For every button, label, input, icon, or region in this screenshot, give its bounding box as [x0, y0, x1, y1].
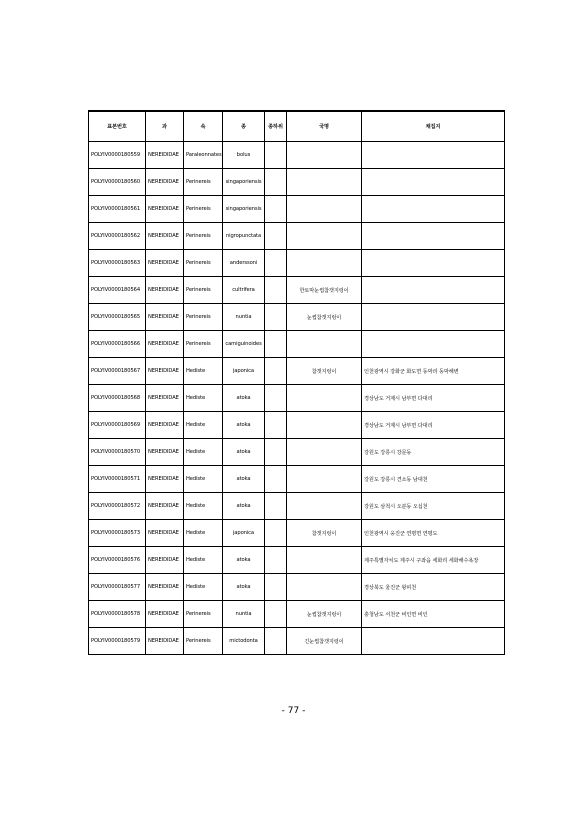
- page-number: - 77 -: [281, 706, 306, 716]
- specimen-number-cell: POLYIV0000180563: [89, 250, 146, 277]
- genus-cell: Perinereis: [184, 331, 223, 358]
- korean-name-cell: 눈썹참갯지렁이: [287, 601, 362, 628]
- table-row: [89, 439, 505, 466]
- subspecies-cell: [265, 385, 287, 412]
- header-specimen-number: 표본번호: [89, 111, 146, 142]
- family-cell: NEREIDIDAE: [146, 628, 184, 655]
- genus-cell: Perinereis: [184, 277, 223, 304]
- korean-name-cell: [287, 547, 362, 574]
- table-row: [89, 520, 505, 547]
- family-cell: NEREIDIDAE: [146, 250, 184, 277]
- species-cell: japonica: [223, 358, 265, 385]
- family-cell: NEREIDIDAE: [146, 169, 184, 196]
- specimen-number-cell: POLYIV0000180566: [89, 331, 146, 358]
- family-cell: NEREIDIDAE: [146, 385, 184, 412]
- collection-site-cell: [362, 331, 505, 358]
- genus-cell: Hediste: [184, 412, 223, 439]
- korean-name-cell: [287, 493, 362, 520]
- specimen-number-cell: POLYIV0000180579: [89, 628, 146, 655]
- header-subspecies: 종하위: [265, 111, 287, 142]
- korean-name-cell: [287, 574, 362, 601]
- genus-cell: Perinereis: [184, 223, 223, 250]
- collection-site-cell: [362, 169, 505, 196]
- subspecies-cell: [265, 493, 287, 520]
- subspecies-cell: [265, 466, 287, 493]
- table-row: [89, 601, 505, 628]
- header-genus: 속: [184, 111, 223, 142]
- collection-site-cell: 경상남도 거제시 남부면 다대리: [362, 412, 505, 439]
- family-cell: NEREIDIDAE: [146, 574, 184, 601]
- table-row: [89, 223, 505, 250]
- family-cell: NEREIDIDAE: [146, 466, 184, 493]
- subspecies-cell: [265, 196, 287, 223]
- subspecies-cell: [265, 304, 287, 331]
- genus-cell: Hediste: [184, 547, 223, 574]
- specimen-number-cell: POLYIV0000180562: [89, 223, 146, 250]
- genus-cell: Perinereis: [184, 628, 223, 655]
- species-cell: atoka: [223, 385, 265, 412]
- table-row: [89, 277, 505, 304]
- collection-site-cell: 충청남도 서천군 비인면 비인: [362, 601, 505, 628]
- species-cell: bolus: [223, 142, 265, 169]
- collection-site-cell: 경상북도 울진군 왕피천: [362, 574, 505, 601]
- table-row: [89, 466, 505, 493]
- species-cell: atoka: [223, 412, 265, 439]
- family-cell: NEREIDIDAE: [146, 331, 184, 358]
- header-collection-site: 채집지: [362, 111, 505, 142]
- genus-cell: Hediste: [184, 385, 223, 412]
- family-cell: NEREIDIDAE: [146, 304, 184, 331]
- table-row: [89, 331, 505, 358]
- specimen-number-cell: POLYIV0000180565: [89, 304, 146, 331]
- korean-name-cell: [287, 385, 362, 412]
- subspecies-cell: [265, 520, 287, 547]
- family-cell: NEREIDIDAE: [146, 520, 184, 547]
- header-species: 종: [223, 111, 265, 142]
- specimen-number-cell: POLYIV0000180559: [89, 142, 146, 169]
- header-family: 과: [146, 111, 184, 142]
- specimen-number-cell: POLYIV0000180573: [89, 520, 146, 547]
- subspecies-cell: [265, 250, 287, 277]
- family-cell: NEREIDIDAE: [146, 412, 184, 439]
- korean-name-cell: [287, 412, 362, 439]
- species-cell: camiguinoides: [223, 331, 265, 358]
- species-cell: nigropunctata: [223, 223, 265, 250]
- korean-name-cell: [287, 250, 362, 277]
- table-header-row: [89, 111, 505, 142]
- species-cell: atoka: [223, 547, 265, 574]
- subspecies-cell: [265, 223, 287, 250]
- korean-name-cell: [287, 439, 362, 466]
- genus-cell: Hediste: [184, 493, 223, 520]
- subspecies-cell: [265, 601, 287, 628]
- specimen-number-cell: POLYIV0000180568: [89, 385, 146, 412]
- specimen-number-cell: POLYIV0000180564: [89, 277, 146, 304]
- collection-site-cell: 강원도 강릉시 견소동 남대천: [362, 466, 505, 493]
- collection-site-cell: [362, 250, 505, 277]
- family-cell: NEREIDIDAE: [146, 439, 184, 466]
- species-cell: atoka: [223, 439, 265, 466]
- table-row: [89, 358, 505, 385]
- collection-site-cell: 인천광역시 옹진군 연평면 연평도: [362, 520, 505, 547]
- species-cell: atoka: [223, 493, 265, 520]
- specimen-number-cell: POLYIV0000180578: [89, 601, 146, 628]
- genus-cell: Perinereis: [184, 601, 223, 628]
- specimen-number-cell: POLYIV0000180571: [89, 466, 146, 493]
- korean-name-cell: [287, 196, 362, 223]
- genus-cell: Perinereis: [184, 196, 223, 223]
- subspecies-cell: [265, 412, 287, 439]
- specimen-number-cell: POLYIV0000180567: [89, 358, 146, 385]
- species-cell: japonica: [223, 520, 265, 547]
- subspecies-cell: [265, 628, 287, 655]
- table-row: [89, 493, 505, 520]
- species-cell: atoka: [223, 574, 265, 601]
- subspecies-cell: [265, 142, 287, 169]
- family-cell: NEREIDIDAE: [146, 277, 184, 304]
- genus-cell: Hediste: [184, 520, 223, 547]
- collection-site-cell: [362, 628, 505, 655]
- collection-site-cell: [362, 196, 505, 223]
- collection-site-cell: [362, 304, 505, 331]
- collection-site-cell: 경상남도 거제시 남부면 다대리: [362, 385, 505, 412]
- species-cell: singaporiensis: [223, 196, 265, 223]
- subspecies-cell: [265, 574, 287, 601]
- table-row: [89, 574, 505, 601]
- collection-site-cell: 강원도 삼척시 오분동 오십천: [362, 493, 505, 520]
- family-cell: NEREIDIDAE: [146, 601, 184, 628]
- korean-name-cell: 한토막눈썹참갯지렁이: [287, 277, 362, 304]
- genus-cell: Hediste: [184, 439, 223, 466]
- specimen-number-cell: POLYIV0000180560: [89, 169, 146, 196]
- specimen-number-cell: POLYIV0000180572: [89, 493, 146, 520]
- korean-name-cell: [287, 223, 362, 250]
- korean-name-cell: [287, 331, 362, 358]
- collection-site-cell: [362, 142, 505, 169]
- korean-name-cell: [287, 466, 362, 493]
- genus-cell: Paraleonnates: [184, 142, 223, 169]
- subspecies-cell: [265, 547, 287, 574]
- species-cell: atoka: [223, 466, 265, 493]
- subspecies-cell: [265, 331, 287, 358]
- genus-cell: Perinereis: [184, 169, 223, 196]
- genus-cell: Perinereis: [184, 250, 223, 277]
- korean-name-cell: 참갯지렁이: [287, 358, 362, 385]
- subspecies-cell: [265, 358, 287, 385]
- genus-cell: Hediste: [184, 574, 223, 601]
- collection-site-cell: 제주특별자치도 제주시 구좌읍 세화리 세화해수욕장: [362, 547, 505, 574]
- subspecies-cell: [265, 169, 287, 196]
- specimen-number-cell: POLYIV0000180576: [89, 547, 146, 574]
- family-cell: NEREIDIDAE: [146, 142, 184, 169]
- specimen-table-container: [88, 110, 504, 655]
- species-cell: singaporiensis: [223, 169, 265, 196]
- subspecies-cell: [265, 439, 287, 466]
- family-cell: NEREIDIDAE: [146, 547, 184, 574]
- family-cell: NEREIDIDAE: [146, 358, 184, 385]
- species-cell: nuntia: [223, 601, 265, 628]
- table-row: [89, 196, 505, 223]
- genus-cell: Hediste: [184, 466, 223, 493]
- table-row: [89, 142, 505, 169]
- table-row: [89, 547, 505, 574]
- genus-cell: Hediste: [184, 358, 223, 385]
- specimen-table: [88, 110, 505, 655]
- collection-site-cell: 강원도 강릉시 강문동: [362, 439, 505, 466]
- specimen-number-cell: POLYIV0000180570: [89, 439, 146, 466]
- species-cell: cultrifera: [223, 277, 265, 304]
- subspecies-cell: [265, 277, 287, 304]
- specimen-number-cell: POLYIV0000180561: [89, 196, 146, 223]
- korean-name-cell: 눈썹참갯지렁이: [287, 304, 362, 331]
- collection-site-cell: [362, 223, 505, 250]
- korean-name-cell: 긴눈썹참갯지렁이: [287, 628, 362, 655]
- species-cell: mictodonta: [223, 628, 265, 655]
- family-cell: NEREIDIDAE: [146, 223, 184, 250]
- korean-name-cell: 참갯지렁이: [287, 520, 362, 547]
- table-row: [89, 628, 505, 655]
- species-cell: anderssoni: [223, 250, 265, 277]
- table-row: [89, 412, 505, 439]
- table-body: [89, 142, 505, 655]
- family-cell: NEREIDIDAE: [146, 493, 184, 520]
- collection-site-cell: [362, 277, 505, 304]
- korean-name-cell: [287, 169, 362, 196]
- table-row: [89, 304, 505, 331]
- species-cell: nuntia: [223, 304, 265, 331]
- table-row: [89, 385, 505, 412]
- collection-site-cell: 인천광역시 강화군 화도면 동막리 동막해변: [362, 358, 505, 385]
- table-row: [89, 250, 505, 277]
- specimen-number-cell: POLYIV0000180569: [89, 412, 146, 439]
- header-korean-name: 국명: [287, 111, 362, 142]
- genus-cell: Perinereis: [184, 304, 223, 331]
- table-row: [89, 169, 505, 196]
- specimen-number-cell: POLYIV0000180577: [89, 574, 146, 601]
- korean-name-cell: [287, 142, 362, 169]
- family-cell: NEREIDIDAE: [146, 196, 184, 223]
